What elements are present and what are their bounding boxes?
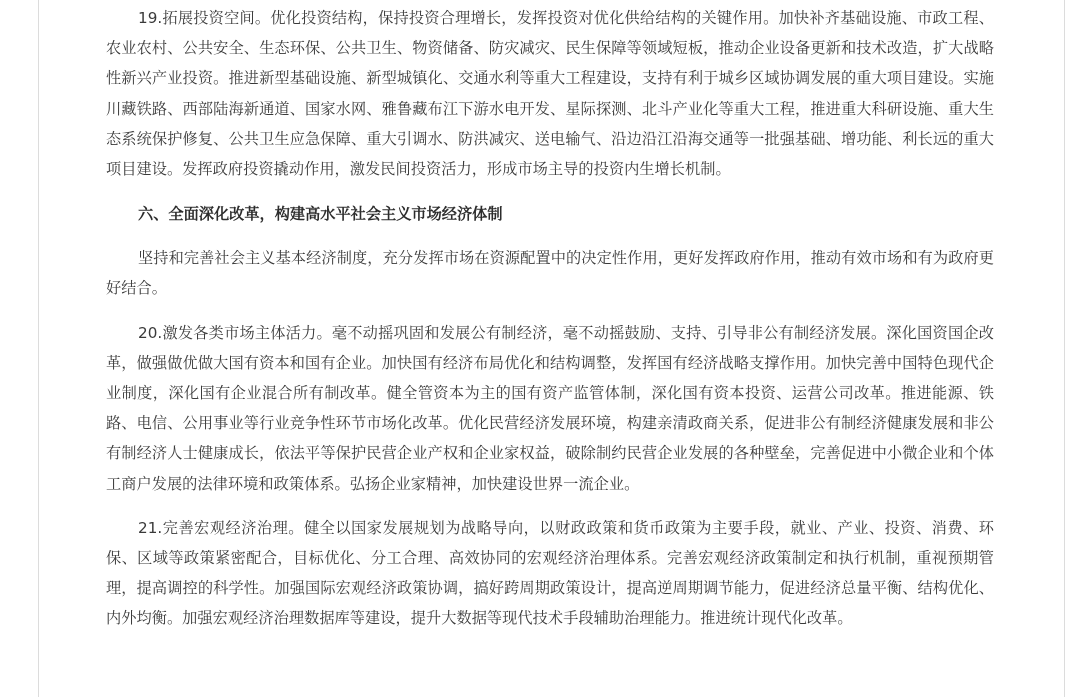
paragraph-20: 20.激发各类市场主体活力。毫不动摇巩固和发展公有制经济，毫不动摇鼓励、支持、引导非公有制经济发展。深化国资国企改革，做强做优做大国有资本和国有企业。加快国有经济布局优化和结构调整，发挥国有经济战略支撑作用。加快完善中国特色现代企业制度，深化国有企业混合所有制改革。健全管资本为主的国有资产监管体制，深化国有资本投资、运营公司改革。推进能源、铁路、电信、公用事业等行业竞争性环节市场化改革。优化民营经济发展环境，构建亲清政商关系，促进非公有制经济健康发展和非公有制经济人士健康成长，依法平等保护民营企业产权和企业家权益，破除制约民营企业发展的各种壁垒，完善促进中小微企业和个体工商户发展的法律环境和政策体系。弘扬企业家精神，加快建设世界一流企业。 — [106, 323, 994, 493]
article-body — [106, 3, 994, 634]
paragraph-21: 21.完善宏观经济治理。健全以国家发展规划为战略导向，以财政政策和货币政策为主要手段，就业、产业、投资、消费、环保、区域等政策紧密配合，目标优化、分工合理、高效协同的宏观经济治理体系。完善宏观经济政策制定和执行机制，重视预期管理，提高调控的科学性。加强国际宏观经济政策协调，搞好跨周期政策设计，提高逆周期调节能力，促进经济总量平衡、结构优化、内外均衡。加强宏观经济治理数据库等建设，提升大数据等现代技术手段辅助治理能力。推进统计现代化改革。 — [106, 518, 994, 628]
paragraph-19: 19.拓展投资空间。优化投资结构，保持投资合理增长，发挥投资对优化供给结构的关键作用。加快补齐基础设施、市政工程、农业农村、公共安全、生态环保、公共卫生、物资储备、防灾减灾、民生保障等领域短板，推动企业设备更新和技术改造，扩大战略性新兴产业投资。推进新型基础设施、新型城镇化、交通水利等重大工程建设，支持有利于城乡区域协调发展的重大项目建设。实施川藏铁路、西部陆海新通道、国家水网、雅鲁藏布江下游水电开发、星际探测、北斗产业化等重大工程，推进重大科研设施、重大生态系统保护修复、公共卫生应急保障、重大引调水、防洪减灾、送电输气、沿边沿江沿海交通等一批强基础、增功能、利长远的重大项目建设。发挥政府投资撬动作用，激发民间投资活力，形成市场主导的投资内生增长机制。 — [106, 9, 994, 179]
right-border-line — [1064, 0, 1065, 697]
left-border-line — [38, 0, 39, 697]
section-heading-6: 六、全面深化改革，构建高水平社会主义市场经济体制 — [138, 205, 503, 224]
section-6-intro: 坚持和完善社会主义基本经济制度，充分发挥市场在资源配置中的决定性作用，更好发挥政府作用，推动有效市场和有为政府更好结合。 — [106, 249, 994, 298]
